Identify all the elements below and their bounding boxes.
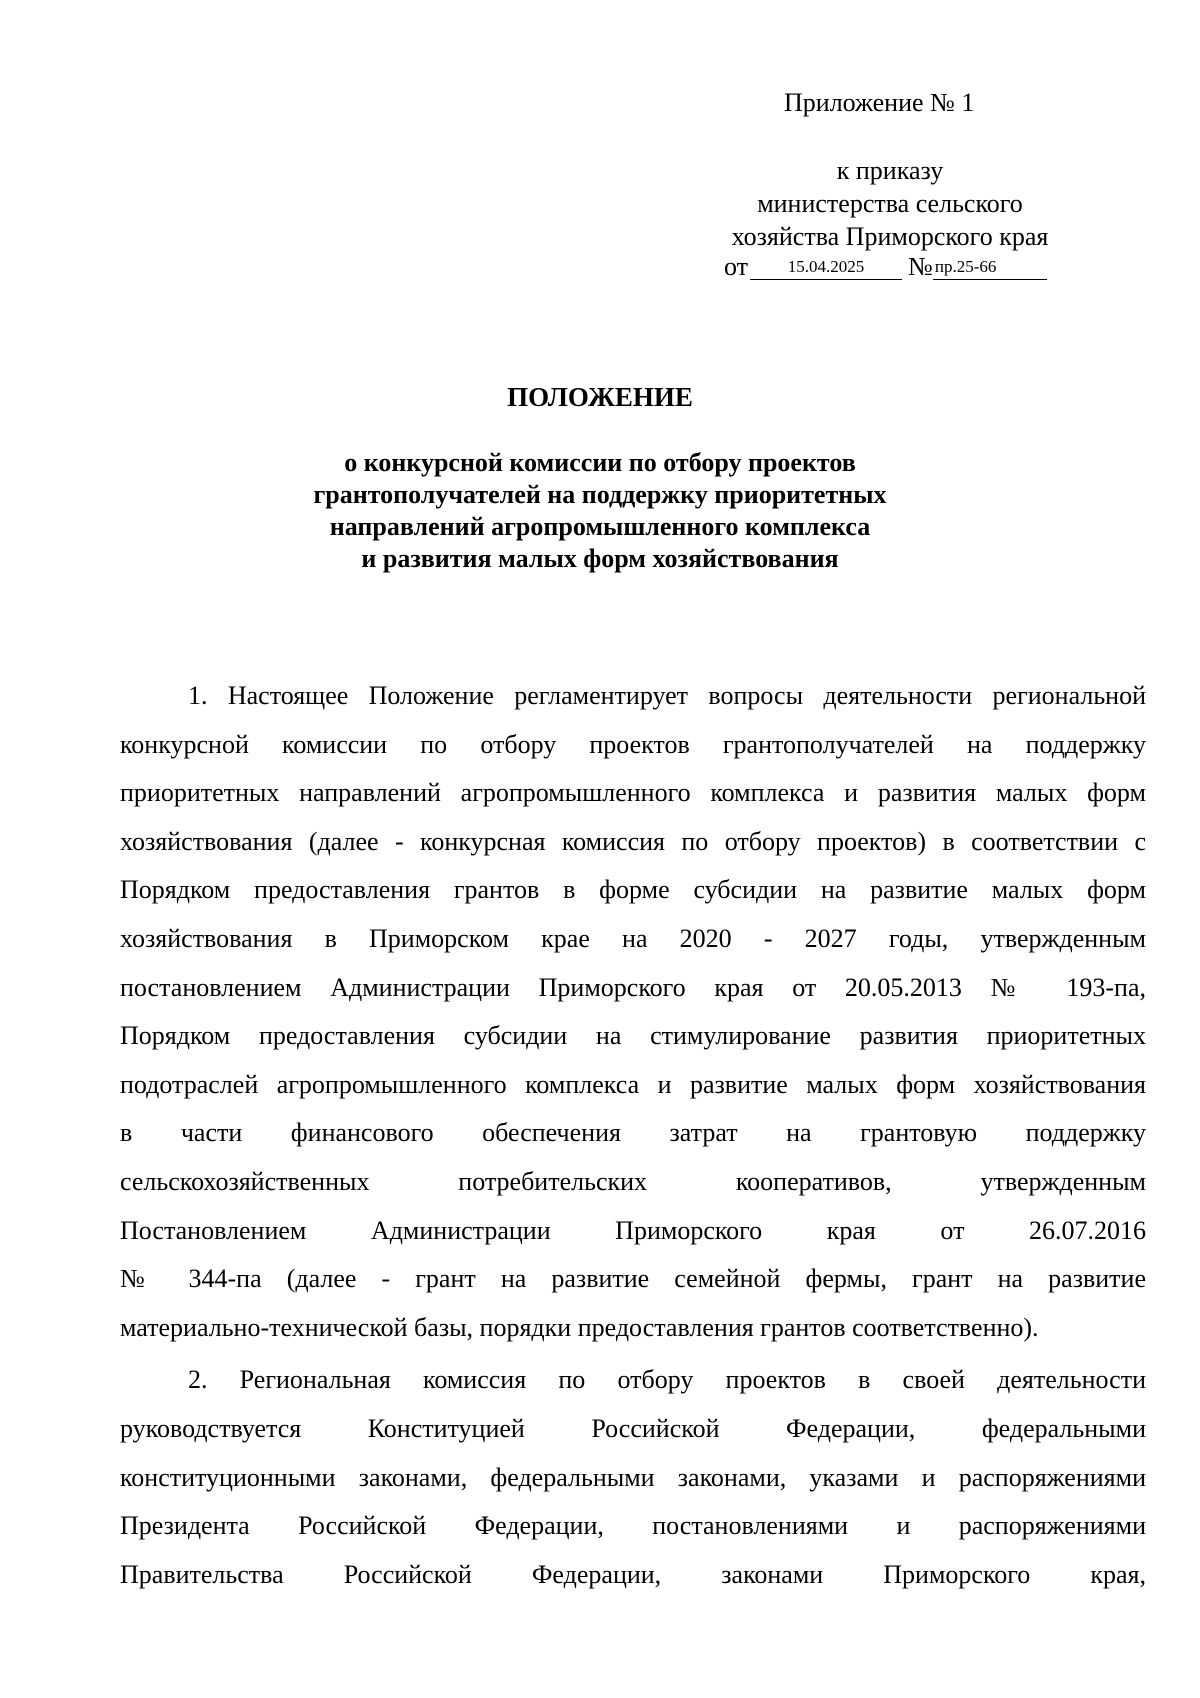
- order-reference-line: министерства сельского: [757, 189, 1023, 218]
- paragraph-line: Порядком предоставления грантов в форме субсидии на развитие малых форм: [120, 875, 1146, 905]
- paragraph-line: Правительства Российской Федерации, законами Приморского края,: [120, 1559, 1146, 1589]
- paragraph-line: Порядком предоставления субсидии на стимулирование развития приоритетных: [120, 1021, 1146, 1051]
- paragraph-line: руководствуется Конституцией Российской Федерации, федеральными: [120, 1413, 1146, 1443]
- date-prefix: от: [724, 252, 749, 281]
- subtitle-line: и развития малых форм хозяйствования: [361, 544, 839, 573]
- paragraph-line: конкурсной комиссии по отбору проектов грантополучателей на поддержку: [120, 729, 1146, 759]
- order-reference-line: к приказу: [836, 156, 944, 185]
- subtitle-line: направлений агропромышленного комплекса: [329, 512, 871, 541]
- order-reference: [700, 154, 1080, 253]
- paragraph-line: 1. Настоящее Положение регламентирует вопросы деятельности региональной: [188, 681, 1146, 710]
- paragraph-2: [120, 1356, 1146, 1599]
- paragraph-line: материально-технической базы, порядки предоставления грантов соответственно).: [120, 1312, 1039, 1342]
- document-title: ПОЛОЖЕНИЕ: [507, 382, 693, 412]
- order-date-number: [724, 252, 1047, 282]
- appendix-title: Приложение № 1: [784, 88, 975, 117]
- paragraph-line: постановлением Администрации Приморского края от 20.05.2013 № 193-па,: [120, 972, 1146, 1002]
- paragraph-line: приоритетных направлений агропромышленного комплекса и развития малых форм: [120, 778, 1146, 808]
- paragraph-line: Президента Российской Федерации, постановлениями и распоряжениями: [120, 1511, 1146, 1541]
- document-subtitle: [200, 447, 1000, 575]
- order-date: 15.04.2025: [750, 257, 902, 280]
- order-reference-line: хозяйства Приморского края: [731, 222, 1049, 251]
- paragraph-line: № 344-па (далее - грант на развитие семейной фермы, грант на развитие: [120, 1264, 1146, 1294]
- paragraph-line: в части финансового обеспечения затрат на грантовую поддержку: [120, 1118, 1146, 1148]
- paragraph-line: хозяйствования (далее - конкурсная комиссия по отбору проектов) в соответствии с: [120, 826, 1146, 856]
- paragraph-line: сельскохозяйственных потребительских кооперативов, утвержденным: [120, 1166, 1146, 1196]
- subtitle-line: о конкурсной комиссии по отбору проектов: [344, 448, 856, 477]
- paragraph-line: подотраслей агропромышленного комплекса и развитие малых форм хозяйствования: [120, 1069, 1146, 1099]
- subtitle-line: грантополучателей на поддержку приоритетных: [313, 480, 887, 509]
- paragraph-line: конституционными законами, федеральными законами, указами и распоряжениями: [120, 1462, 1146, 1492]
- paragraph-1: [120, 672, 1146, 1352]
- number-prefix: №: [908, 252, 933, 281]
- order-number: пр.25-66: [933, 257, 1047, 280]
- document-body: [120, 672, 1146, 1599]
- paragraph-line: 2. Региональная комиссия по отбору проектов в своей деятельности: [188, 1365, 1146, 1395]
- paragraph-line: хозяйствования в Приморском крае на 2020 - 2027 годы, утвержденным: [120, 923, 1146, 953]
- paragraph-line: Постановлением Администрации Приморского края от 26.07.2016: [120, 1215, 1146, 1245]
